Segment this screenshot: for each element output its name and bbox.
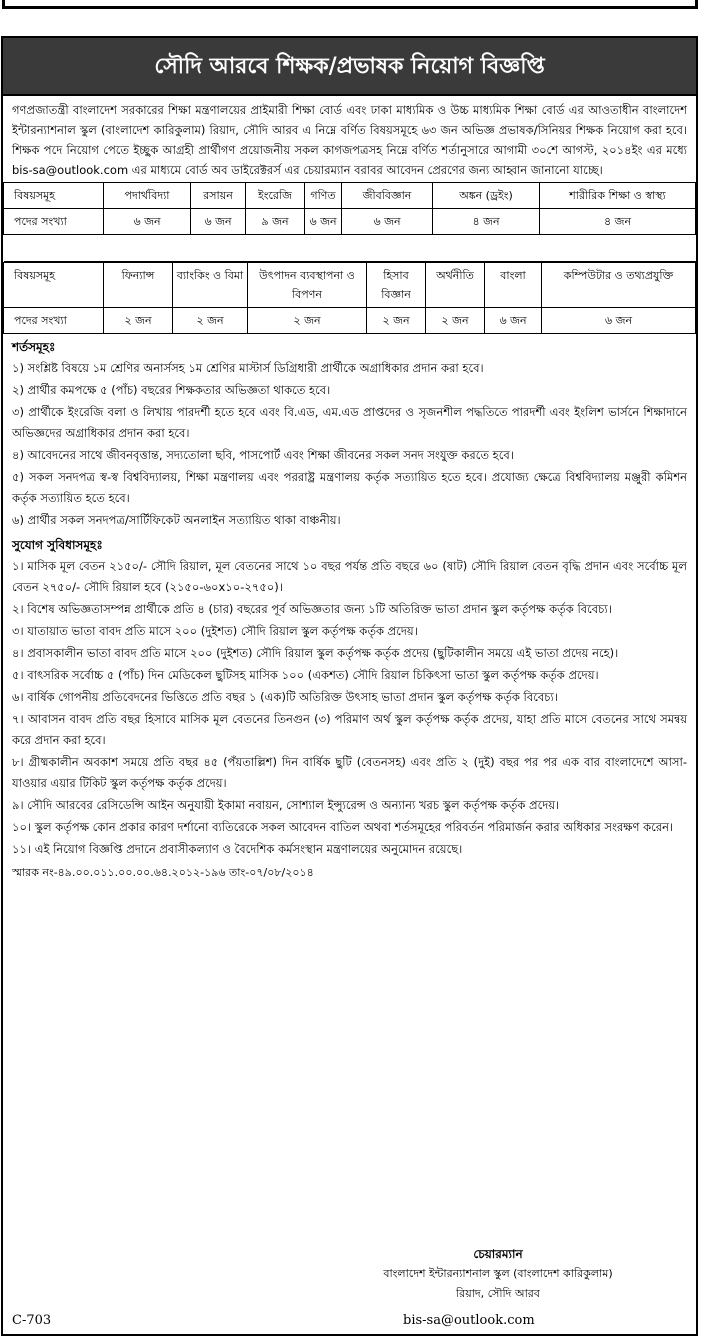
benefits-list: [3, 556, 696, 860]
table-cell: ৪ জন: [540, 209, 696, 235]
table-cell: হিসাব বিজ্ঞান: [367, 263, 426, 308]
list-item: ৯। সৌদি আরবের রেসিডেন্সি আইন অনুযায়ী ইকামা নবায়ন, সোশ্যাল ইন্স্যুরেন্স ও অন্যান্য খরচ স্কুল কর্তৃপক্ষ কর্তৃক প্রদেয়।: [12, 798, 560, 812]
table-cell: ৬ জন: [542, 308, 696, 334]
list-item: ১। মাসিক মূল বেতন ২১৫০/- সৌদি রিয়াল, মূল বেতনের সাথে ১০ বছর পর্যন্ত প্রতি বছরে ৬০ (ষাট) সৌদি রিয়াল বেতন বৃদ্ধি প্রদান এবং সর্বোচ্চ মূল বেতন ২৭৫০/- সৌদি রিয়াল হবে (২১৫০-৬০x১০-২৭৫০)।: [12, 559, 687, 594]
list-item: ৬। বার্ষিক গোপনীয় প্রতিবেদনের ভিত্তিতে প্রতি বছর ১ (এক)টি অতিরিক্ত উৎসাহ ভাতা প্রদান স্কুল কর্তৃপক্ষ কর্তৃক বিবেচ্য।: [12, 690, 558, 704]
list-item: ৮। গ্রীষ্মকালীন অবকাশ সময়ে প্রতি বছর ৪৫ (পঁয়তাল্লিশ) দিন বার্ষিক ছুটি (বেতনসহ) এবং প্রতি ২ (দুই) বছর পর পর এক বার বাংলাদেশে আসা-যাওয়ার এয়ার টিকিট স্কুল কর্তৃপক্ষ কর্তৃক প্রদেয়।: [12, 755, 687, 790]
benefits-heading: সুযোগ সুবিধাসমূহঃ: [12, 538, 103, 552]
list-item: ২) প্রার্থীর কমপক্ষে ৫ (পাঁচ) বছরের শিক্ষকতার অভিজ্ঞতা থাকতে হবে।: [12, 383, 331, 397]
table-cell: ২ জন: [104, 308, 173, 334]
ad-code: C-703: [12, 1313, 52, 1328]
table-row: [4, 308, 696, 334]
table-cell: ব্যাংকিং ও বিমা: [173, 263, 248, 308]
ad-title: সৌদি আরবে শিক্ষক/প্রভাষক নিয়োগ বিজ্ঞপ্তি: [3, 38, 696, 96]
table-cell: ৬ জন: [485, 308, 542, 334]
list-item: ৩) প্রার্থীকে ইংরেজি বলা ও লিখায় পারদর্শী হতে হবে এবং বি.এড, এম.এড প্রাপ্তদের ও সৃজনশীল পদ্ধতিতে পারদর্শী এবং ইংলিশ ভার্সনে শিক্ষাদানে অভিজ্ঞদের অগ্রাধিকার প্রদান করা হবে।: [12, 405, 687, 440]
list-item: ১১। এই নিয়োগ বিজ্ঞপ্তি প্রদানে প্রবাসীকল্যাণ ও বৈদেশিক কর্মসংস্থান মন্ত্রণালয়ের অনুমোদন রয়েছে।: [12, 842, 463, 856]
list-item: ২। বিশেষ অভিজ্ঞতাসম্পন্ন প্রার্থীকে প্রতি ৪ (চার) বছরের পূর্ব অভিজ্ঞতার জন্য ১টি অতিরিক্ত ভাতা প্রদান স্কুল কর্তৃপক্ষ কর্তৃক বিবেচ্য।: [12, 602, 612, 616]
table-row: [4, 183, 696, 209]
table-cell: পদার্থবিদ্যা: [104, 183, 191, 209]
list-item: ১) সংশ্লিষ্ট বিষয়ে ১ম শ্রেণির অনার্সসহ ১ম শ্রেণির মাস্টার্স ডিগ্রিধারী প্রার্থীকে অগ্রাধিকার প্রদান করা হবে।: [12, 361, 484, 375]
table-cell: বাংলা: [485, 263, 542, 308]
row-label: পদের সংখ্যা: [4, 308, 104, 334]
table-cell: ৬ জন: [305, 209, 342, 235]
subjects-table-1: [3, 182, 696, 262]
table-cell: শারীরিক শিক্ষা ও স্বাস্থ্য: [540, 183, 696, 209]
job-advertisement: [1, 36, 698, 1336]
table-cell: ২ জন: [426, 308, 485, 334]
list-item: ৪) আবেদনের সাথে জীবনবৃত্তান্ত, সদ্যতোলা ছবি, পাসপোর্ট এবং শিক্ষা জীবনের সকল সনদ সংযুক্ত করতে হবে।: [12, 448, 514, 462]
table-cell: অর্থনীতি: [426, 263, 485, 308]
table-cell: ফিন্যান্স: [104, 263, 173, 308]
conditions-heading: শর্তসমূহঃ: [12, 340, 56, 354]
table-cell: ৬ জন: [191, 209, 246, 235]
signature-block: [303, 1244, 693, 1304]
memo-number: স্মারক নং-৪৯.০০.০১১.০০.০০.৬৪.২০১২-১৯৬ তাং-০৭/০৮/২০১৪: [12, 866, 314, 879]
conditions-list: [3, 358, 696, 531]
list-item: ১০। স্কুল কর্তৃপক্ষ কোন প্রকার কারণ দর্শানো ব্যতিরেকে সকল আবেদন বাতিল অথবা শর্তসমূহের পরিবর্তন পরিমার্জন করার অধিকার সংরক্ষণ করেন।: [12, 820, 674, 834]
table-cell: ২ জন: [173, 308, 248, 334]
table-cell: উৎপাদন ব্যবস্থাপনা ও বিপণন: [248, 263, 367, 308]
list-item: ৭। আবাসন বাবদ প্রতি বছর হিসাবে মাসিক মূল বেতনের তিনগুন (৩) পরিমাণ অর্থ স্কুল কর্তৃপক্ষ কর্তৃক প্রদেয়, যাহা প্রতি মাসে বেতনের সাথে সমন্বয় করে প্রদান করা হবে।: [12, 712, 687, 747]
list-item: ৫) সকল সনদপত্র স্ব-স্ব বিশ্ববিদ্যালয়, শিক্ষা মন্ত্রণালয় এবং পররাষ্ট্র মন্ত্রণালয় কর্তৃক সত্যায়িত হতে হবে। প্রযোজ্য ক্ষেত্রে বিশ্ববিদ্যালয় মঞ্জুরী কমিশন কর্তৃক সত্যায়িত হতে হবে।: [12, 470, 687, 505]
table-cell: ৬ জন: [104, 209, 191, 235]
previous-ad-border: [2, 0, 698, 9]
subjects-table-2: [3, 262, 696, 334]
table-cell: গণিত: [305, 183, 342, 209]
table-row: [4, 209, 696, 235]
table-cell: ২ জন: [248, 308, 367, 334]
list-item: ৬) প্রার্থীর সকল সনদপত্র/সার্টিফিকেট অনলাইন সত্যায়িত থাকা বাঞ্চনীয়।: [12, 513, 341, 527]
table-cell: অঙ্কন (ড্রইং): [433, 183, 540, 209]
row-label: পদের সংখ্যা: [4, 209, 104, 235]
signatory-org: বাংলাদেশ ইন্টারন্যাশনাল স্কুল (বাংলাদেশ কারিকুলাম): [383, 1267, 613, 1280]
row-label: বিষয়সমূহ: [4, 183, 104, 209]
table-cell: ইংরেজি: [246, 183, 305, 209]
table-cell: ৬ জন: [342, 209, 433, 235]
table-row: [4, 263, 696, 308]
table-cell: কম্পিউটার ও তথ্যপ্রযুক্তি: [542, 263, 696, 308]
list-item: ৩। যাতায়াত ভাতা বাবদ প্রতি মাসে ২০০ (দুইশত) সৌদি রিয়াল স্কুল কর্তৃপক্ষ কর্তৃক প্রদেয়।: [12, 624, 418, 638]
signatory-location: রিয়াদ, সৌদি আরব: [456, 1287, 540, 1300]
table-cell: ৪ জন: [433, 209, 540, 235]
table-cell: রসায়ন: [191, 183, 246, 209]
list-item: ৫। বাৎসরিক সর্বোচ্চ ৫ (পাঁচ) দিন মেডিকেল ছুটিসহ মাসিক ১০০ (একশত) সৌদি রিয়াল চিকিৎসা ভাতা স্কুল কর্তৃপক্ষ কর্তৃক প্রদেয়।: [12, 668, 599, 682]
intro-paragraph: গণপ্রজাতন্ত্রী বাংলাদেশ সরকারের শিক্ষা মন্ত্রণালয়ের প্রাইমারী শিক্ষা বোর্ড এবং ঢাকা মাধ্যমিক ও উচ্চ মাধ্যমিক শিক্ষা বোর্ড এর আওতাধীন বাংলাদেশ ইন্টারন্যাশনাল স্কুল (বাংলাদেশ কারিকুলাম) রিয়াদ, সৌদি আরব এ নিম্নে বর্ণিত বিষয়সমূহে ৬৩ জন অভিজ্ঞ প্রভাষক/সিনিয়র শিক্ষক নিয়োগ করা হবে। শিক্ষক পদে নিয়োগ পেতে ইচ্ছুক আগ্রহী প্রার্থীগণ প্রয়োজনীয় সকল কাগজপত্রসহ নিম্নে বর্ণিত শর্তানুসারে আগামী ৩০শে আগস্ট, ২০১৪ইং এর মধ্যে bis-sa@outlook.com এর মাধ্যমে বোর্ড অব ডাইরেক্টরর্স এর চেয়ারম্যান বরাবর আবেদন প্রেরণের জন্য আহ্বান জানানো যাচ্ছে।: [12, 103, 687, 177]
table-cell: জীববিজ্ঞান: [342, 183, 433, 209]
contact-email: bis-sa@outlook.com: [403, 1313, 535, 1328]
row-label: বিষয়সমূহ: [4, 263, 104, 308]
signatory-title: চেয়ারম্যান: [473, 1247, 523, 1261]
table-cell: ৯ জন: [246, 209, 305, 235]
table-cell: ২ জন: [367, 308, 426, 334]
table-spacer: [4, 235, 696, 262]
list-item: ৪। প্রবাসকালীন ভাতা বাবদ প্রতি মাসে ২০০ (দুইশত) সৌদি রিয়াল স্কুল কর্তৃপক্ষ কর্তৃক প্রদেয় (ছুটিকালীন সময়ে এই ভাতা প্রদেয় নহে)।: [12, 646, 619, 660]
